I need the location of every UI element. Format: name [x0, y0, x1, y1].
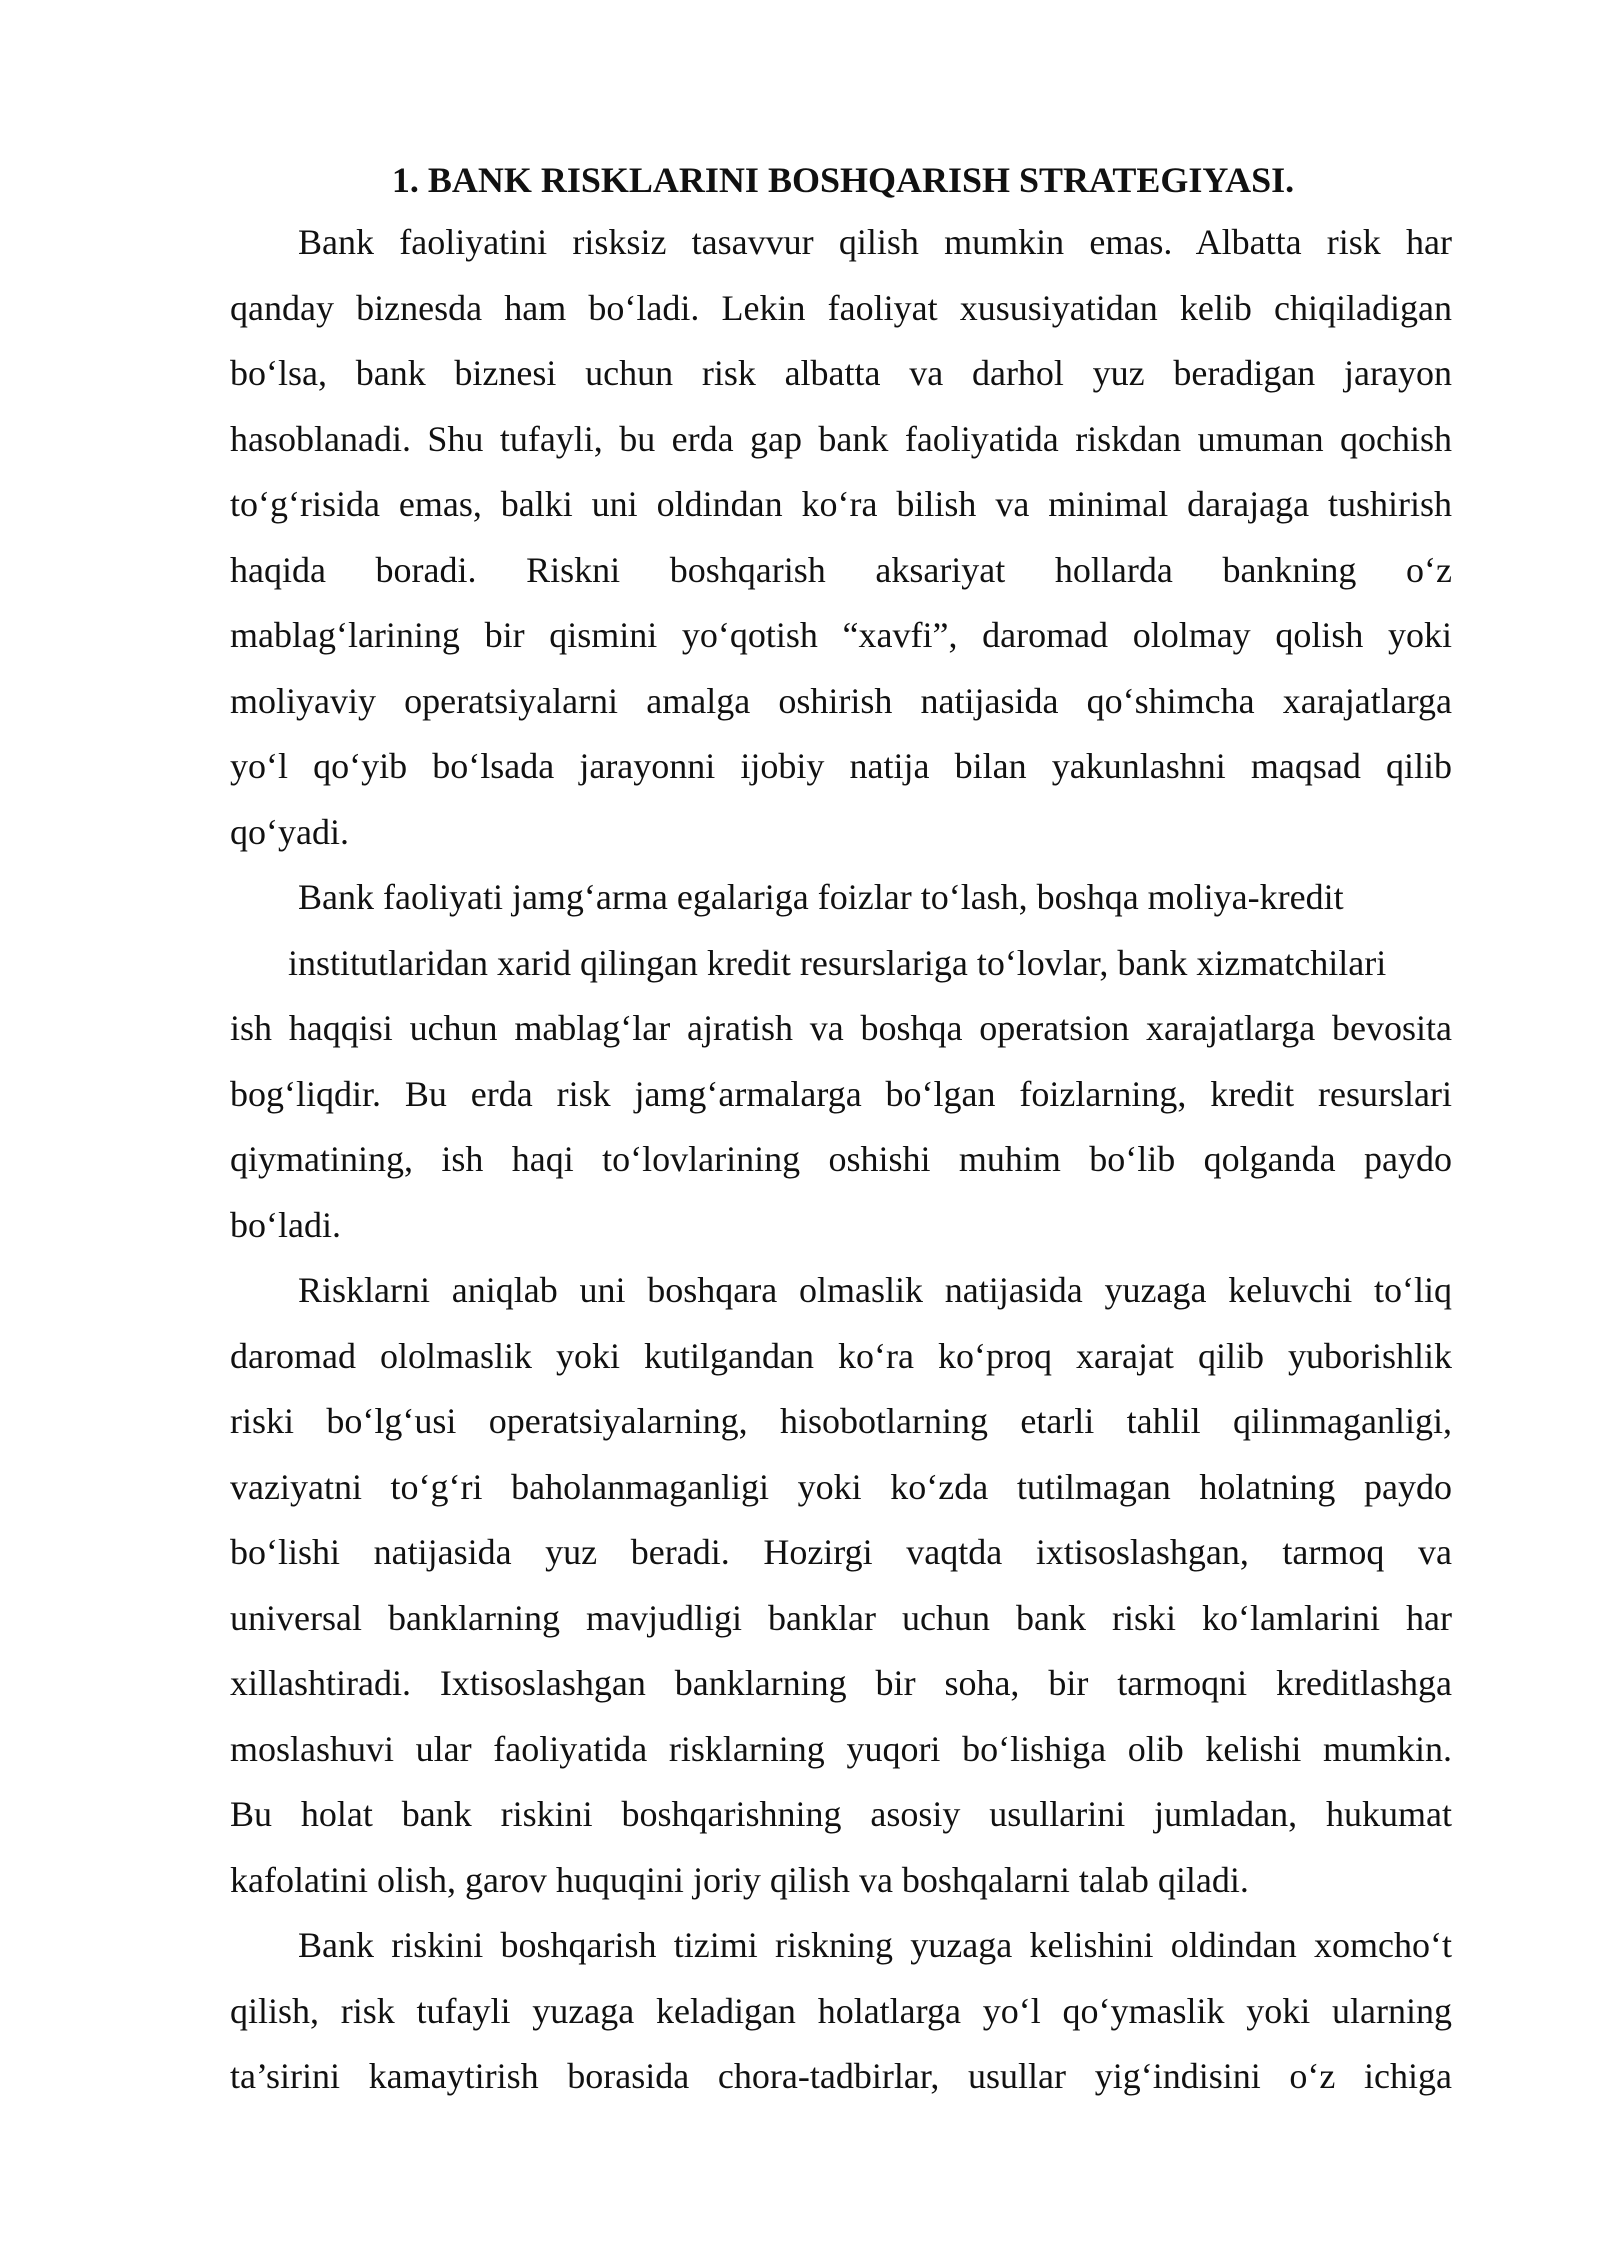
text-line: universal banklarning mavjudligi banklar uchun bank riski ko‘lamlarini har — [230, 1597, 1452, 1638]
text-line: yo‘l qo‘yib bo‘lsada jarayonni ijobiy natija bilan yakunlashni maqsad qilib — [230, 746, 1452, 786]
paragraph-2 — [230, 865, 1452, 1258]
text-line: vaziyatni to‘g‘ri baholanmaganligi yoki ko‘zda tutilmagan holatning paydo — [230, 1466, 1452, 1507]
text-line: bo‘lishi natijasida yuz beradi. Hozirgi vaqtda ixtisoslashgan, tarmoq va — [230, 1532, 1452, 1572]
text-line: mablag‘larining bir qismini yo‘qotish “xavfi”, daromad ololmay qolish yoki — [230, 615, 1452, 655]
text-line: xillashtiradi. Ixtisoslashgan banklarning bir soha, bir tarmoqni kreditlashga — [230, 1663, 1452, 1703]
text-line: Bu holat bank riskini boshqarishning asosiy usullarini jumladan, hukumat — [230, 1794, 1452, 1834]
text-line: riski bo‘lg‘usi operatsiyalarning, hisobotlarning etarli tahlil qilinmaganligi, — [230, 1401, 1452, 1441]
paragraph-1 — [230, 210, 1452, 865]
text-line: institutlaridan xarid qilingan kredit resurslariga to‘lovlar, bank xizmatchilari — [288, 942, 1387, 983]
document-heading: 1. BANK RISKLARINI BOSHQARISH STRATEGIYASI. — [391, 160, 1295, 200]
text-line: qanday biznesda ham bo‘ladi. Lekin faoliyat xususiyatidan kelib chiqiladigan — [230, 287, 1452, 328]
text-line: to‘g‘risida emas, balki uni oldindan ko‘ra bilish va minimal darajaga tushirish — [230, 484, 1452, 524]
text-line: Bank riskini boshqarish tizimi riskning yuzaga kelishini oldindan xomcho‘t — [298, 1925, 1452, 1965]
text-line: daromad ololmaslik yoki kutilgandan ko‘ra ko‘proq xarajat qilib yuborishlik — [230, 1335, 1452, 1376]
text-line: qo‘yadi. — [230, 811, 349, 852]
text-line: ta’sirini kamaytirish borasida chora-tadbirlar, usullar yig‘indisini o‘z ichiga — [230, 2056, 1452, 2096]
paragraph-3 — [230, 1258, 1452, 1913]
text-line: Bank faoliyati jamg‘arma egalariga foizlar to‘lash, boshqa moliya-kredit — [298, 877, 1344, 917]
document-page — [230, 150, 1452, 2110]
text-line: bo‘lsa, bank biznesi uchun risk albatta va darhol yuz beradigan jarayon — [230, 353, 1452, 393]
text-line: Bank faoliyatini risksiz tasavvur qilish mumkin emas. Albatta risk har — [298, 222, 1452, 262]
text-line: hasoblanadi. Shu tufayli, bu erda gap bank faoliyatida riskdan umuman qochish — [230, 418, 1452, 459]
text-line: moslashuvi ular faoliyatida risklarning yuqori bo‘lishiga olib kelishi mumkin. — [230, 1728, 1452, 1769]
text-line: moliyaviy operatsiyalarni amalga oshirish natijasida qo‘shimcha xarajatlarga — [230, 680, 1452, 721]
text-line: qilish, risk tufayli yuzaga keladigan holatlarga yo‘l qo‘ymaslik yoki ularning — [230, 1990, 1452, 2031]
text-line: ish haqqisi uchun mablag‘lar ajratish va boshqa operatsion xarajatlarga bevosita — [230, 1008, 1452, 1048]
paragraph-4 — [230, 1913, 1452, 2110]
text-line: Risklarni aniqlab uni boshqara olmaslik natijasida yuzaga keluvchi to‘liq — [298, 1270, 1452, 1310]
text-line: kafolatini olish, garov huquqini joriy qilish va boshqalarni talab qiladi. — [230, 1859, 1249, 1900]
text-line: haqida boradi. Riskni boshqarish aksariyat hollarda bankning o‘z — [230, 549, 1452, 590]
text-line: bo‘ladi. — [230, 1204, 341, 1245]
text-line: qiymatining, ish haqi to‘lovlarining oshishi muhim bo‘lib qolganda paydo — [230, 1139, 1452, 1179]
text-line: bog‘liqdir. Bu erda risk jamg‘armalarga bo‘lgan foizlarning, kredit resurslari — [230, 1073, 1452, 1114]
